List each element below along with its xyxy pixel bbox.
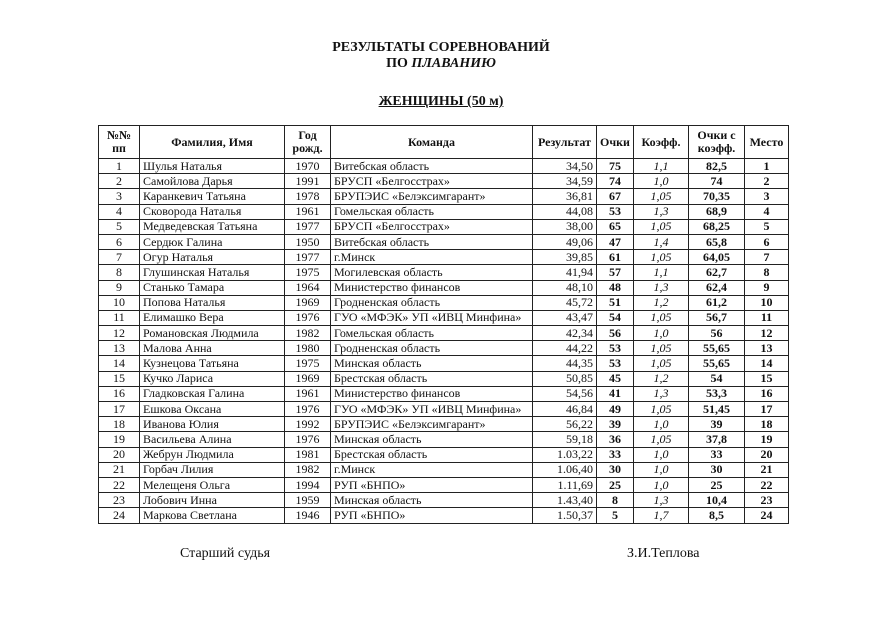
column-header-total: Очки с коэфф.: [689, 126, 745, 159]
cell-team: Министерство финансов: [331, 280, 533, 295]
cell-coef: 1,3: [634, 204, 689, 219]
cell-name: Шулья Наталья: [140, 159, 285, 174]
cell-total: 33: [689, 447, 745, 462]
cell-year: 1978: [285, 189, 331, 204]
cell-team: Гродненская область: [331, 341, 533, 356]
table-row: [99, 402, 789, 417]
table-row: [99, 356, 789, 371]
cell-total: 74: [689, 174, 745, 189]
cell-team: Брестская область: [331, 371, 533, 386]
table-row: [99, 386, 789, 401]
cell-points: 57: [597, 265, 634, 280]
cell-coef: 1,3: [634, 386, 689, 401]
cell-result: 44,08: [533, 204, 597, 219]
cell-result: 36,81: [533, 189, 597, 204]
cell-team: Могилевская область: [331, 265, 533, 280]
table-row: [99, 280, 789, 295]
cell-place: 4: [745, 204, 789, 219]
cell-place: 3: [745, 189, 789, 204]
cell-place: 20: [745, 447, 789, 462]
column-header-points: Очки: [597, 126, 634, 159]
cell-place: 16: [745, 386, 789, 401]
table-row: [99, 204, 789, 219]
cell-name: Сковорода Наталья: [140, 204, 285, 219]
cell-place: 23: [745, 493, 789, 508]
cell-num: 24: [99, 508, 140, 523]
cell-team: Витебская область: [331, 234, 533, 249]
cell-name: Самойлова Дарья: [140, 174, 285, 189]
cell-result: 38,00: [533, 219, 597, 234]
cell-place: 9: [745, 280, 789, 295]
cell-coef: 1,2: [634, 295, 689, 310]
cell-name: Васильева Алина: [140, 432, 285, 447]
cell-coef: 1,1: [634, 265, 689, 280]
cell-num: 5: [99, 219, 140, 234]
table-row: [99, 295, 789, 310]
table-row: [99, 234, 789, 249]
cell-num: 6: [99, 234, 140, 249]
cell-name: Станько Тамара: [140, 280, 285, 295]
cell-num: 11: [99, 310, 140, 325]
cell-name: Сердюк Галина: [140, 234, 285, 249]
cell-coef: 1,05: [634, 219, 689, 234]
cell-points: 45: [597, 371, 634, 386]
cell-coef: 1,0: [634, 447, 689, 462]
cell-num: 4: [99, 204, 140, 219]
cell-result: 46,84: [533, 402, 597, 417]
cell-year: 1981: [285, 447, 331, 462]
cell-team: РУП «БНПО»: [331, 508, 533, 523]
cell-team: БРУПЭИС «Белэксимгарант»: [331, 189, 533, 204]
cell-num: 17: [99, 402, 140, 417]
cell-num: 16: [99, 386, 140, 401]
cell-place: 15: [745, 371, 789, 386]
cell-points: 56: [597, 326, 634, 341]
cell-total: 39: [689, 417, 745, 432]
cell-year: 1964: [285, 280, 331, 295]
cell-name: Романовская Людмила: [140, 326, 285, 341]
cell-num: 14: [99, 356, 140, 371]
cell-place: 18: [745, 417, 789, 432]
cell-name: Малова Анна: [140, 341, 285, 356]
cell-result: 41,94: [533, 265, 597, 280]
cell-team: Минская область: [331, 432, 533, 447]
table-body: [99, 159, 789, 524]
cell-points: 67: [597, 189, 634, 204]
cell-team: Брестская область: [331, 447, 533, 462]
title-line-2-sport: ПЛАВАНИЮ: [411, 56, 496, 71]
cell-num: 12: [99, 326, 140, 341]
table-row: [99, 265, 789, 280]
cell-total: 68,25: [689, 219, 745, 234]
cell-team: БРУПЭИС «Белэксимгарант»: [331, 417, 533, 432]
cell-name: Кучко Лариса: [140, 371, 285, 386]
column-header-year: Год рожд.: [285, 126, 331, 159]
cell-result: 50,85: [533, 371, 597, 386]
cell-points: 5: [597, 508, 634, 523]
cell-place: 6: [745, 234, 789, 249]
cell-coef: 1,05: [634, 356, 689, 371]
cell-year: 1975: [285, 265, 331, 280]
cell-coef: 1,0: [634, 477, 689, 492]
cell-name: Гладковская Галина: [140, 386, 285, 401]
cell-total: 61,2: [689, 295, 745, 310]
judge-label: Старший судья: [180, 546, 271, 561]
cell-place: 8: [745, 265, 789, 280]
cell-points: 8: [597, 493, 634, 508]
cell-total: 65,8: [689, 234, 745, 249]
cell-result: 42,34: [533, 326, 597, 341]
cell-points: 36: [597, 432, 634, 447]
cell-year: 1976: [285, 310, 331, 325]
cell-num: 1: [99, 159, 140, 174]
cell-year: 1946: [285, 508, 331, 523]
cell-year: 1969: [285, 371, 331, 386]
table-row: [99, 159, 789, 174]
cell-coef: 1,0: [634, 174, 689, 189]
cell-place: 12: [745, 326, 789, 341]
cell-num: 23: [99, 493, 140, 508]
cell-points: 48: [597, 280, 634, 295]
cell-year: 1959: [285, 493, 331, 508]
cell-year: 1976: [285, 402, 331, 417]
cell-total: 62,7: [689, 265, 745, 280]
cell-place: 19: [745, 432, 789, 447]
cell-total: 8,5: [689, 508, 745, 523]
cell-result: 48,10: [533, 280, 597, 295]
cell-name: Каранкевич Татьяна: [140, 189, 285, 204]
subtitle: [0, 94, 882, 110]
cell-place: 10: [745, 295, 789, 310]
cell-coef: 1,05: [634, 402, 689, 417]
table-row: [99, 447, 789, 462]
cell-team: РУП «БНПО»: [331, 477, 533, 492]
cell-place: 22: [745, 477, 789, 492]
subtitle-text: ЖЕНЩИНЫ (50 м): [378, 94, 504, 109]
cell-name: Маркова Светлана: [140, 508, 285, 523]
table-row: [99, 493, 789, 508]
judge-name: З.И.Теплова: [627, 546, 700, 561]
title-line-1: РЕЗУЛЬТАТЫ СОРЕВНОВАНИЙ: [332, 40, 550, 55]
cell-total: 10,4: [689, 493, 745, 508]
cell-team: г.Минск: [331, 462, 533, 477]
cell-year: 1994: [285, 477, 331, 492]
column-header-name: Фамилия, Имя: [140, 126, 285, 159]
cell-year: 1976: [285, 432, 331, 447]
table-row: [99, 341, 789, 356]
cell-name: Иванова Юлия: [140, 417, 285, 432]
cell-total: 55,65: [689, 341, 745, 356]
cell-name: Лобович Инна: [140, 493, 285, 508]
cell-name: Огур Наталья: [140, 250, 285, 265]
cell-coef: 1,0: [634, 326, 689, 341]
cell-points: 33: [597, 447, 634, 462]
cell-place: 5: [745, 219, 789, 234]
cell-result: 1.11,69: [533, 477, 597, 492]
cell-num: 13: [99, 341, 140, 356]
cell-name: Глушинская Наталья: [140, 265, 285, 280]
table-row: [99, 250, 789, 265]
cell-total: 51,45: [689, 402, 745, 417]
cell-num: 9: [99, 280, 140, 295]
cell-team: ГУО «МФЭК» УП «ИВЦ Минфина»: [331, 402, 533, 417]
cell-team: БРУСП «Белгосстрах»: [331, 219, 533, 234]
cell-team: Минская область: [331, 493, 533, 508]
cell-total: 56: [689, 326, 745, 341]
cell-coef: 1,0: [634, 417, 689, 432]
cell-year: 1969: [285, 295, 331, 310]
cell-points: 61: [597, 250, 634, 265]
cell-result: 1.06,40: [533, 462, 597, 477]
cell-coef: 1,05: [634, 189, 689, 204]
column-header-place: Место: [745, 126, 789, 159]
cell-name: Ешкова Оксана: [140, 402, 285, 417]
cell-points: 51: [597, 295, 634, 310]
cell-result: 49,06: [533, 234, 597, 249]
table-row: [99, 174, 789, 189]
table-row: [99, 310, 789, 325]
title-line-2-prefix: ПО: [386, 56, 408, 71]
cell-coef: 1,05: [634, 432, 689, 447]
cell-num: 21: [99, 462, 140, 477]
cell-num: 8: [99, 265, 140, 280]
cell-result: 43,47: [533, 310, 597, 325]
cell-num: 19: [99, 432, 140, 447]
cell-coef: 1,3: [634, 280, 689, 295]
table-row: [99, 189, 789, 204]
cell-place: 7: [745, 250, 789, 265]
cell-result: 1.03,22: [533, 447, 597, 462]
cell-total: 82,5: [689, 159, 745, 174]
cell-points: 53: [597, 341, 634, 356]
cell-year: 1982: [285, 462, 331, 477]
cell-coef: 1,1: [634, 159, 689, 174]
cell-total: 68,9: [689, 204, 745, 219]
cell-num: 22: [99, 477, 140, 492]
cell-team: Гомельская область: [331, 204, 533, 219]
cell-result: 45,72: [533, 295, 597, 310]
cell-result: 54,56: [533, 386, 597, 401]
cell-total: 64,05: [689, 250, 745, 265]
cell-coef: 1,2: [634, 371, 689, 386]
cell-points: 39: [597, 417, 634, 432]
cell-coef: 1,7: [634, 508, 689, 523]
cell-name: Попова Наталья: [140, 295, 285, 310]
table-row: [99, 477, 789, 492]
cell-year: 1977: [285, 219, 331, 234]
cell-place: 11: [745, 310, 789, 325]
cell-num: 20: [99, 447, 140, 462]
cell-coef: 1,05: [634, 310, 689, 325]
cell-name: Горбач Лилия: [140, 462, 285, 477]
column-header-result: Результат: [533, 126, 597, 159]
cell-year: 1977: [285, 250, 331, 265]
cell-result: 44,22: [533, 341, 597, 356]
cell-year: 1970: [285, 159, 331, 174]
cell-points: 65: [597, 219, 634, 234]
cell-total: 25: [689, 477, 745, 492]
cell-num: 7: [99, 250, 140, 265]
cell-year: 1980: [285, 341, 331, 356]
cell-place: 24: [745, 508, 789, 523]
cell-team: Гомельская область: [331, 326, 533, 341]
cell-place: 13: [745, 341, 789, 356]
cell-points: 41: [597, 386, 634, 401]
cell-team: г.Минск: [331, 250, 533, 265]
cell-name: Елимашко Вера: [140, 310, 285, 325]
cell-coef: 1,0: [634, 462, 689, 477]
cell-coef: 1,05: [634, 341, 689, 356]
cell-name: Жебрун Людмила: [140, 447, 285, 462]
cell-place: 1: [745, 159, 789, 174]
cell-result: 34,59: [533, 174, 597, 189]
cell-team: Витебская область: [331, 159, 533, 174]
table-header-row: [99, 126, 789, 159]
cell-name: Мелещеня Ольга: [140, 477, 285, 492]
table-row: [99, 219, 789, 234]
cell-total: 37,8: [689, 432, 745, 447]
cell-points: 74: [597, 174, 634, 189]
cell-result: 59,18: [533, 432, 597, 447]
cell-team: ГУО «МФЭК» УП «ИВЦ Минфина»: [331, 310, 533, 325]
cell-total: 30: [689, 462, 745, 477]
table-row: [99, 417, 789, 432]
cell-result: 44,35: [533, 356, 597, 371]
cell-total: 55,65: [689, 356, 745, 371]
title-line-2: [0, 56, 882, 72]
table-row: [99, 462, 789, 477]
table-row: [99, 371, 789, 386]
cell-team: БРУСП «Белгосстрах»: [331, 174, 533, 189]
cell-result: 1.43,40: [533, 493, 597, 508]
cell-team: Министерство финансов: [331, 386, 533, 401]
cell-coef: 1,3: [634, 493, 689, 508]
cell-name: Медведевская Татьяна: [140, 219, 285, 234]
cell-points: 54: [597, 310, 634, 325]
cell-coef: 1,4: [634, 234, 689, 249]
cell-points: 49: [597, 402, 634, 417]
column-header-coef: Коэфф.: [634, 126, 689, 159]
column-header-num: №№ пп: [99, 126, 140, 159]
cell-year: 1991: [285, 174, 331, 189]
cell-points: 30: [597, 462, 634, 477]
cell-year: 1975: [285, 356, 331, 371]
cell-result: 39,85: [533, 250, 597, 265]
cell-result: 34,50: [533, 159, 597, 174]
cell-coef: 1,05: [634, 250, 689, 265]
results-table: [98, 125, 789, 524]
table-row: [99, 508, 789, 523]
cell-total: 70,35: [689, 189, 745, 204]
cell-place: 17: [745, 402, 789, 417]
cell-year: 1961: [285, 386, 331, 401]
table-row: [99, 432, 789, 447]
cell-points: 75: [597, 159, 634, 174]
cell-place: 21: [745, 462, 789, 477]
cell-year: 1982: [285, 326, 331, 341]
cell-year: 1950: [285, 234, 331, 249]
cell-points: 25: [597, 477, 634, 492]
cell-num: 10: [99, 295, 140, 310]
cell-team: Гродненская область: [331, 295, 533, 310]
cell-num: 15: [99, 371, 140, 386]
cell-result: 56,22: [533, 417, 597, 432]
cell-total: 54: [689, 371, 745, 386]
cell-points: 53: [597, 356, 634, 371]
table-row: [99, 326, 789, 341]
cell-year: 1992: [285, 417, 331, 432]
cell-total: 56,7: [689, 310, 745, 325]
cell-num: 18: [99, 417, 140, 432]
cell-num: 3: [99, 189, 140, 204]
cell-points: 53: [597, 204, 634, 219]
cell-team: Минская область: [331, 356, 533, 371]
cell-points: 47: [597, 234, 634, 249]
cell-name: Кузнецова Татьяна: [140, 356, 285, 371]
cell-total: 62,4: [689, 280, 745, 295]
cell-result: 1.50,37: [533, 508, 597, 523]
cell-total: 53,3: [689, 386, 745, 401]
cell-place: 2: [745, 174, 789, 189]
cell-num: 2: [99, 174, 140, 189]
column-header-team: Команда: [331, 126, 533, 159]
cell-year: 1961: [285, 204, 331, 219]
cell-place: 14: [745, 356, 789, 371]
